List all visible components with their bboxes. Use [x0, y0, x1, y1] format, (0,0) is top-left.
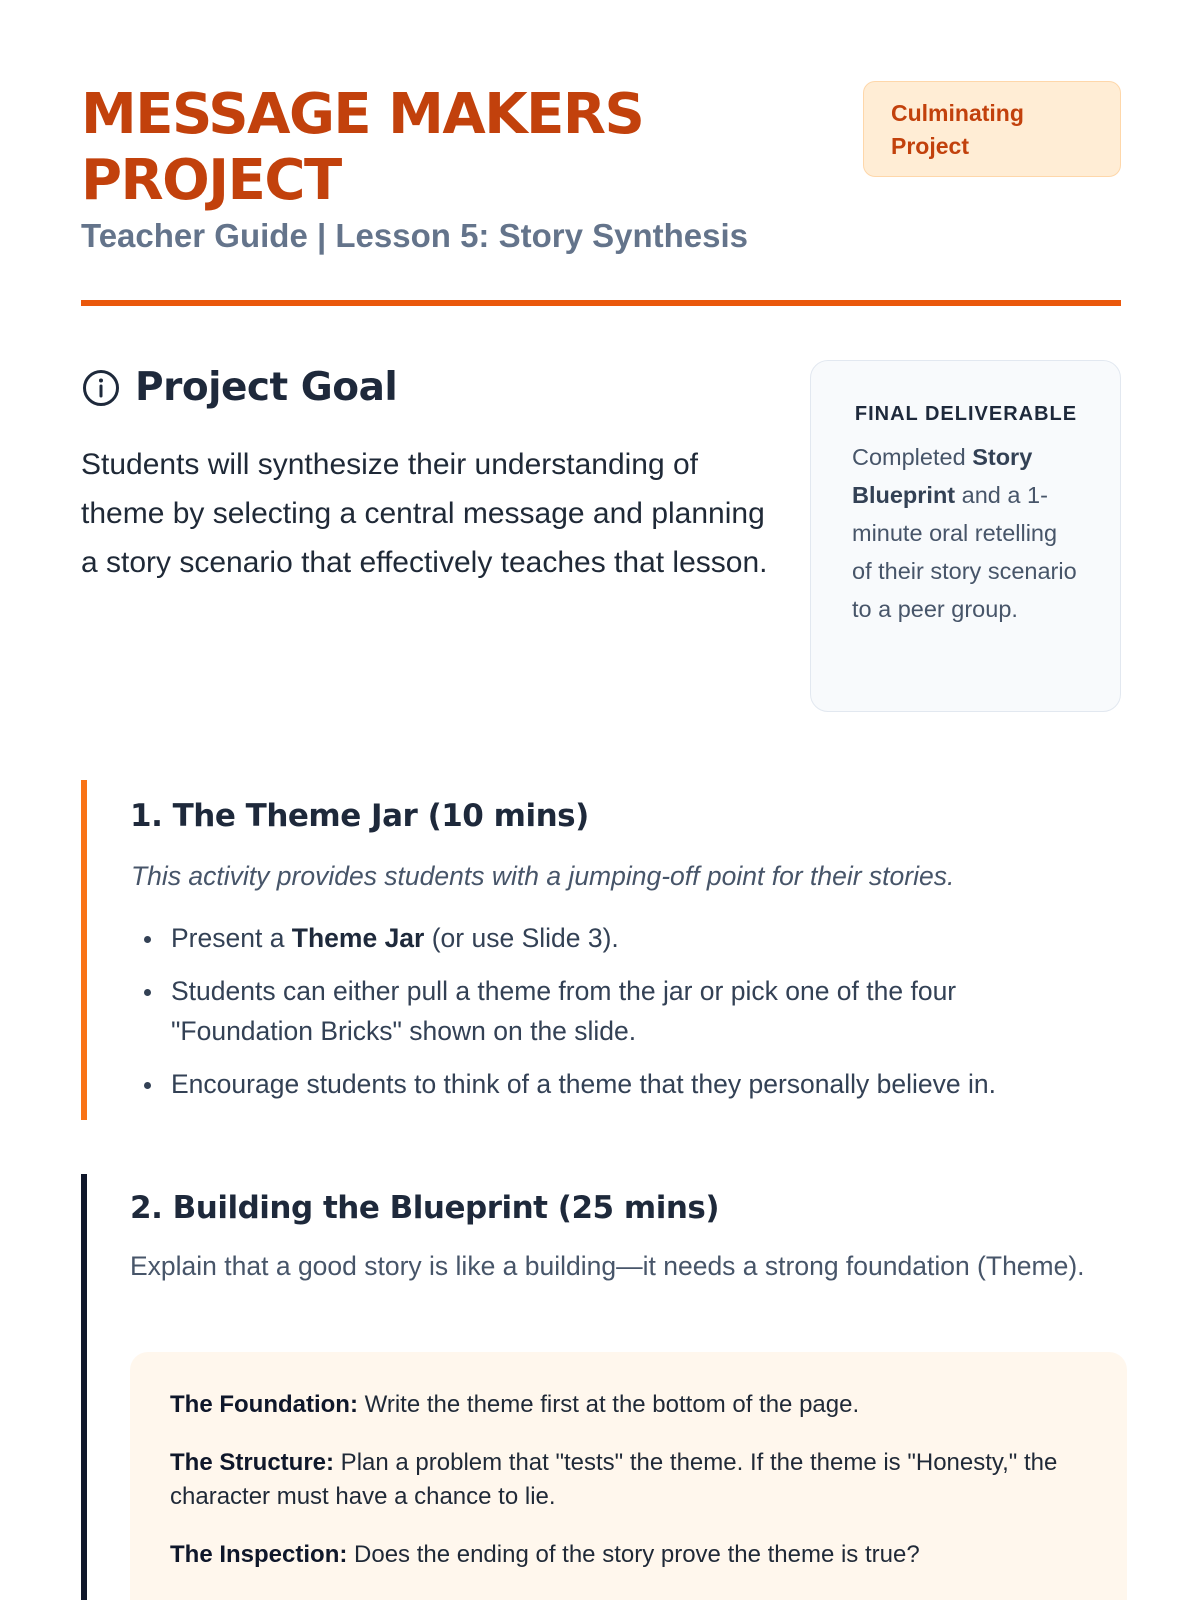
final-deliverable-label: FINAL DELIVERABLE — [854, 403, 1078, 425]
project-goal-text: Students will synthesize their understanding of theme by selecting a central message and planning a story scenario that effectively teaches that lesson. — [81, 448, 768, 579]
list-item: Students can either pull a theme from the jar or pick one of the four "Foundation Bricks" shown on the slide. — [131, 971, 1091, 1051]
blueprint-steps-box — [130, 1352, 1127, 1600]
page-title: MESSAGE MAKERS PROJECT — [81, 82, 644, 213]
blueprint-foundation: The Foundation: Write the theme first at the bottom of the page. — [170, 1391, 860, 1418]
blueprint-section — [81, 1174, 1121, 1600]
project-goal-heading — [81, 364, 397, 412]
list-item: Present a Theme Jar (or use Slide 3). — [131, 918, 1091, 958]
blueprint-intro: Explain that a good story is like a building—it needs a strong foundation (Theme). — [130, 1251, 1085, 1281]
theme-jar-steps — [131, 918, 1091, 1117]
header-divider — [81, 300, 1121, 306]
list-item: Encourage students to think of a theme that they personally believe in. — [131, 1064, 1091, 1104]
blueprint-title: 2. Building the Blueprint (25 mins) — [130, 1190, 720, 1226]
blueprint-structure: The Structure: Plan a problem that "tests" the theme. If the theme is "Honesty," the character must have a chance to lie. — [170, 1449, 1058, 1510]
deliverable-emphasis: Story Blueprint — [852, 444, 1033, 508]
final-deliverable-text: Completed Story Blueprint and a 1-minute oral retelling of their story scenario to a peer group. — [852, 444, 1077, 622]
page-subtitle: Teacher Guide | Lesson 5: Story Synthesis — [81, 217, 748, 254]
theme-jar-intro: This activity provides students with a jumping-off point for their stories. — [131, 861, 955, 891]
info-icon — [81, 368, 121, 408]
project-goal-title: Project Goal — [135, 365, 398, 410]
final-deliverable-card — [810, 360, 1121, 712]
theme-jar-section — [81, 780, 1121, 1120]
blueprint-inspection: The Inspection: Does the ending of the story prove the theme is true? — [170, 1541, 920, 1568]
project-badge: Culminating Project — [863, 81, 1121, 177]
theme-jar-title: 1. The Theme Jar (10 mins) — [130, 798, 589, 834]
